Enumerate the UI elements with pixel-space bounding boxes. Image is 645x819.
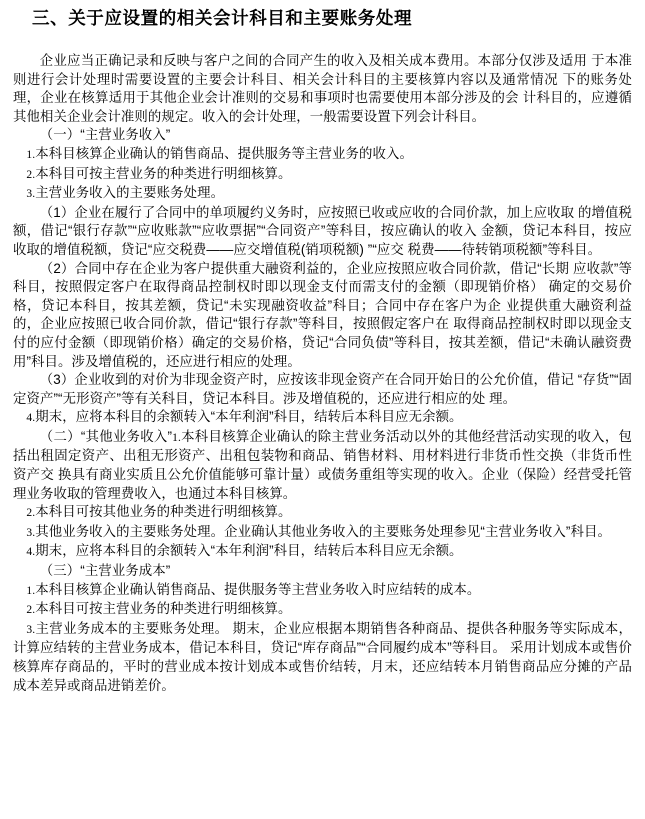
section-2-label: （二） <box>39 428 81 444</box>
list-number: 1. <box>172 431 181 444</box>
section-3-item-1 <box>13 581 632 601</box>
section-1-item-1 <box>13 145 632 165</box>
subitem-label: （2） <box>39 260 75 276</box>
section-3-label: （三） <box>39 563 81 579</box>
list-text: 本科目可按主营业务的种类进行明细核算。 <box>35 165 292 181</box>
section-2-item-4 <box>13 542 632 562</box>
section-1-heading <box>13 126 632 145</box>
document-body <box>13 52 632 695</box>
list-text: 其他业务收入的主要账务处理。企业确认其他业务收入的主要账务处理参见“主营业务收入”科目。 <box>35 523 611 539</box>
list-number: 2. <box>26 168 36 181</box>
section-1-title: “主营业务收入” <box>80 127 171 143</box>
section-1-item-3 <box>13 184 632 204</box>
intro-paragraph: 企业应当正确记录和反映与客户之间的合同产生的收入及相关成本费用。本部分仅涉及适用 于本准则进行会计处理时需要设置的主要会计科目、相关会计科目的主要核算内容以及通常情况 下的账务处理，企业在核算适用于其他企业会计准则的交易和事项时也需要使用本部分涉及的会 计科目的，应遵循其他相关企业会计准则的规定。收入的会计处理，一般需要设置下列会计科目。 <box>13 53 632 124</box>
section-2-item-2 <box>13 503 632 523</box>
section-1-item-2 <box>13 165 632 185</box>
page-title: 三、关于应设置的相关会计科目和主要账务处理 <box>32 7 413 28</box>
list-text: 本科目核算企业确认的销售商品、提供服务等主营业务的收入。 <box>35 145 413 161</box>
list-text: 本科目核算企业确认销售商品、提供服务等主营业务收入时应结转的成本。 <box>35 581 481 597</box>
section-3-item-3 <box>13 620 632 695</box>
list-number: 4. <box>26 412 36 425</box>
section-1-subitem-2 <box>13 260 632 372</box>
section-2-lead <box>13 428 632 503</box>
list-text: 主营业务成本的主要账务处理。 期末，企业应根据本期销售各种商品、提供各种服务等实际成本，计算应结转的主营业务成本，借记本科目，贷记“库存商品”“合同履约成本”等科目。 采用计划成本或售价核算库存商品的，平时的营业成本按计划成本或售价结转，月末，还应结转本月销售商品应分摊的产品成本差异或商品进销差价。 <box>13 620 632 693</box>
list-text: 期末，应将本科目的余额转入“本年利润”科目，结转后本科目应无余额。 <box>35 409 463 425</box>
list-number: 1. <box>26 148 36 161</box>
list-number: 4. <box>26 546 36 559</box>
section-2-title: “其他业务收入” <box>80 428 173 444</box>
section-2-item-3 <box>13 523 632 543</box>
section-3-title: “主营业务成本” <box>80 563 171 579</box>
section-1-subitem-3 <box>13 371 632 408</box>
list-text: 本科目核算企业确认的除主营业务活动以外的其他经营活动实现的收入，包括出租固定资产、出租无形资产、出租包装物和商品、销售材料、用材料进行非货币性交换（非货币性资产交 换具有商业实质且公允价值能够可靠计量）或债务重组等实现的收入。企业（保险）经营受托管 理业务收取的管理费收入，也通过本科目核算。 <box>13 428 632 501</box>
section-1-item-4 <box>13 408 632 428</box>
list-text: 期末，应将本科目的余额转入“本年利润”科目，结转后本科目应无余额。 <box>35 543 463 559</box>
section-1-subitem-1 <box>13 204 632 260</box>
subitem-label: （3） <box>39 372 75 388</box>
list-text: 本科目可按主营业务的种类进行明细核算。 <box>35 601 292 617</box>
list-text: 本科目可按其他业务的种类进行明细核算。 <box>35 504 292 520</box>
list-number: 1. <box>26 584 36 597</box>
list-number: 3. <box>26 188 36 201</box>
subitem-text: 合同中存在企业为客户提供重大融资利益的，企业应按照应收合同价款，借记“长期 应收款”等科目，按照假定客户在取得商品控制权时即以现金支付而需支付的金额（即现销价格） 确定的交易价格，贷记本科目，按其差额，贷记“未实现融资收益”科目；合同中存在客户为企 业提供重大融资利益的，企业应按照已收合同价款，借记“银行存款”等科目，按照假定客户在 取得商品控制权时即以现金支付的应付金额（即现销价格）确定的交易价格，贷记“合同负债”等科目，按其差额，借记“未确认融资费用”科目。涉及增值税的，还应进行相应的处理。 <box>13 260 633 369</box>
section-1-label: （一） <box>39 127 81 143</box>
subitem-label: （1） <box>39 204 75 220</box>
list-number: 2. <box>26 507 36 520</box>
list-text: 主营业务收入的主要账务处理。 <box>35 185 225 201</box>
subitem-text: 企业收到的对价为非现金资产时，应按该非现金资产在合同开始日的公允价值，借记 “存货”“固定资产”“无形资产”等有关科目，贷记本科目。涉及增值税的，还应进行相应的处 理。 <box>13 372 633 406</box>
section-3-heading <box>13 562 632 581</box>
list-number: 2. <box>26 604 36 617</box>
subitem-text: 企业在履行了合同中的单项履约义务时，应按照已收或应收的合同价款，加上应收取 的增值税额，借记“银行存款”“应收账款”“应收票据”“合同资产”等科目，按应确认的收入 金额，贷记本科目，按应收取的增值税额，贷记“应交税费——应交增值税(销项税额) ”“应交 税费——待转销项税额”等科目。 <box>13 204 633 257</box>
list-number: 3. <box>26 623 36 636</box>
list-number: 3. <box>26 526 36 539</box>
section-3-item-2 <box>13 600 632 620</box>
